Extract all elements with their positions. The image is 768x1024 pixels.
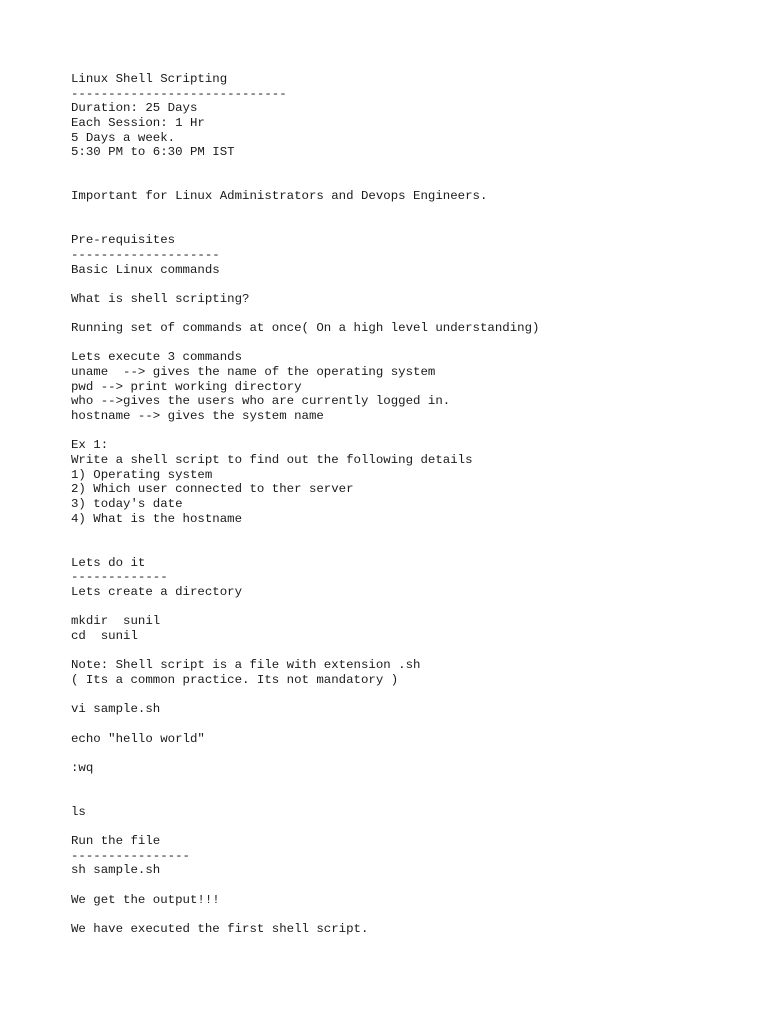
text-line: Pre-requisites	[71, 233, 176, 248]
blank-line	[71, 219, 751, 234]
text-line: Ex 1:	[71, 438, 109, 453]
text-line: Write a shell script to find out the following details	[71, 453, 473, 468]
text-line: mkdir sunil	[71, 614, 161, 629]
text-line: Running set of commands at once( On a high level understanding)	[71, 321, 540, 336]
text-line: vi sample.sh	[71, 702, 161, 717]
blank-line	[71, 907, 751, 922]
blank-line	[71, 790, 751, 805]
text-line: sh sample.sh	[71, 863, 161, 878]
text-line: Each Session: 1 Hr	[71, 115, 205, 130]
blank-line	[71, 541, 751, 556]
text-line: Duration: 25 Days	[71, 101, 198, 116]
text-line: Lets create a directory	[71, 584, 243, 599]
blank-line	[71, 717, 751, 732]
text-line: Lets do it	[71, 555, 146, 570]
text-line: ( Its a common practice. Its not mandatory )	[71, 672, 399, 687]
blank-line	[71, 424, 751, 439]
blank-line	[71, 526, 751, 541]
blank-line	[71, 307, 751, 322]
blank-line	[71, 776, 751, 791]
text-line: 5:30 PM to 6:30 PM IST	[71, 145, 235, 160]
blank-line	[71, 600, 751, 615]
text-line: 1) Operating system	[71, 467, 213, 482]
blank-line	[71, 644, 751, 659]
text-line: 5 Days a week.	[71, 130, 176, 145]
text-line: -------------	[71, 570, 168, 585]
blank-line	[71, 175, 751, 190]
text-line: Important for Linux Administrators and Devops Engineers.	[71, 189, 488, 204]
document-page	[71, 72, 751, 937]
text-line: hostname --> gives the system name	[71, 409, 324, 424]
text-line: pwd --> print working directory	[71, 379, 302, 394]
text-line: echo "hello world"	[71, 731, 205, 746]
blank-line	[71, 160, 751, 175]
text-line: 4) What is the hostname	[71, 511, 243, 526]
text-line: :wq	[71, 760, 94, 775]
text-line: ls	[71, 804, 86, 819]
text-line: Lets execute 3 commands	[71, 350, 243, 365]
text-line: -----------------------------	[71, 86, 287, 101]
blank-line	[71, 746, 751, 761]
text-line: who -->gives the users who are currently logged in.	[71, 394, 451, 409]
text-line: 2) Which user connected to ther server	[71, 482, 354, 497]
text-line: uname --> gives the name of the operating system	[71, 365, 436, 380]
text-line: Linux Shell Scripting	[71, 72, 228, 86]
text-line: Note: Shell script is a file with extension .sh	[71, 658, 421, 673]
blank-line	[71, 204, 751, 219]
blank-line	[71, 336, 751, 351]
text-line: Basic Linux commands	[71, 262, 220, 277]
text-line: Run the file	[71, 834, 161, 849]
text-line: ----------------	[71, 848, 190, 863]
text-line: --------------------	[71, 247, 220, 262]
text-line: We get the output!!!	[71, 892, 220, 907]
blank-line	[71, 277, 751, 292]
text-line: What is shell scripting?	[71, 291, 250, 306]
text-line: 3) today's date	[71, 497, 183, 512]
blank-line	[71, 688, 751, 703]
blank-line	[71, 878, 751, 893]
blank-line	[71, 819, 751, 834]
text-line: cd sunil	[71, 628, 138, 643]
text-line: We have executed the first shell script.	[71, 922, 369, 937]
